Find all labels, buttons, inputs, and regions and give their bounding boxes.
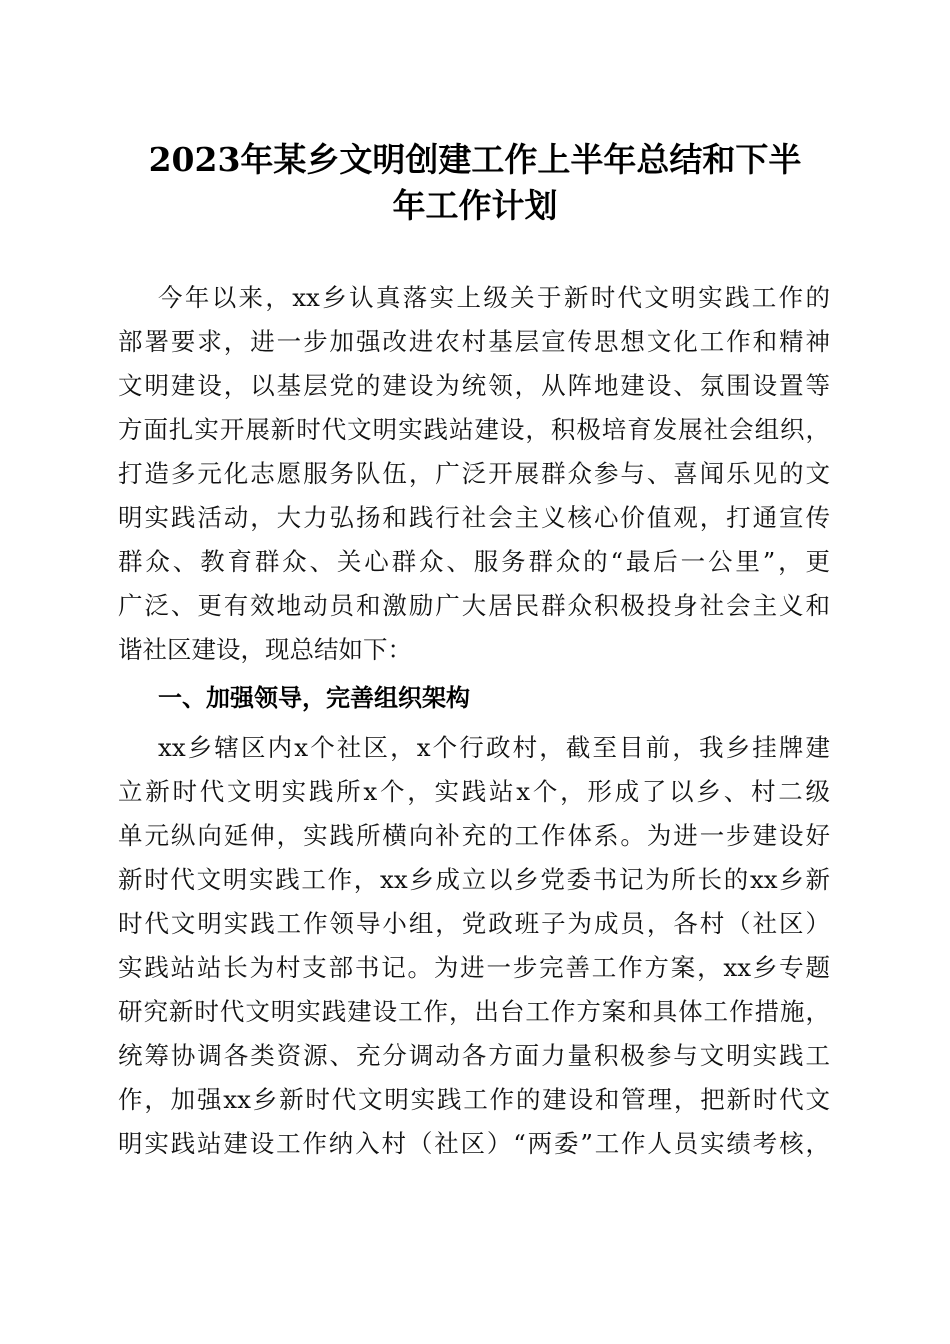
paragraph-2-line: 作，加强xx乡新时代文明实践工作的建设和管理，把新时代文 bbox=[118, 1085, 830, 1114]
paragraph-2-line: 明实践站建设工作纳入村（社区）“两委”工作人员实绩考核， bbox=[118, 1129, 830, 1158]
paragraph-1-line: 打造多元化志愿服务队伍，广泛开展群众参与、喜闻乐见的文 bbox=[118, 459, 830, 488]
paragraph-2-line: 实践站站长为村支部书记。为进一步完善工作方案，xx乡专题 bbox=[118, 953, 830, 982]
paragraph-1-line: 部署要求，进一步加强改进农村基层宣传思想文化工作和精神 bbox=[118, 327, 830, 356]
paragraph-2-line: 单元纵向延伸，实践所横向补充的工作体系。为进一步建设好 bbox=[118, 821, 830, 850]
section-heading: 一、加强领导，完善组织架构 bbox=[158, 684, 470, 712]
paragraph-1-line: 今年以来，xx乡认真落实上级关于新时代文明实践工作的 bbox=[158, 283, 830, 312]
paragraph-2-line: 立新时代文明实践所x个，实践站x个，形成了以乡、村二级 bbox=[118, 777, 830, 806]
paragraph-1-line: 群众、教育群众、关心群众、服务群众的“最后一公里”，更 bbox=[118, 547, 830, 576]
paragraph-2-line: xx乡辖区内x个社区，x个行政村，截至目前，我乡挂牌建 bbox=[158, 733, 830, 762]
paragraph-2-line: 研究新时代文明实践建设工作，出台工作方案和具体工作措施， bbox=[118, 997, 830, 1026]
paragraph-2-line: 新时代文明实践工作，xx乡成立以乡党委书记为所长的xx乡新 bbox=[118, 865, 830, 894]
paragraph-1-line: 方面扎实开展新时代文明实践站建设，积极培育发展社会组织， bbox=[118, 415, 830, 444]
paragraph-1-line: 文明建设，以基层党的建设为统领，从阵地建设、氛围设置等 bbox=[118, 371, 830, 400]
paragraph-2-line: 统筹协调各类资源、充分调动各方面力量积极参与文明实践工 bbox=[118, 1041, 830, 1070]
paragraph-1-line: 广泛、更有效地动员和激励广大居民群众积极投身社会主义和 bbox=[118, 591, 830, 620]
paragraph-1-line: 谐社区建设，现总结如下： bbox=[118, 635, 412, 664]
document-title-line-1: 2023年某乡文明创建工作上半年总结和下半 bbox=[148, 140, 802, 179]
paragraph-2-line: 时代文明实践工作领导小组，党政班子为成员，各村（社区） bbox=[118, 909, 830, 938]
document-title-line-2: 年工作计划 bbox=[392, 186, 558, 225]
paragraph-1-line: 明实践活动，大力弘扬和践行社会主义核心价值观，打通宣传 bbox=[118, 503, 830, 532]
